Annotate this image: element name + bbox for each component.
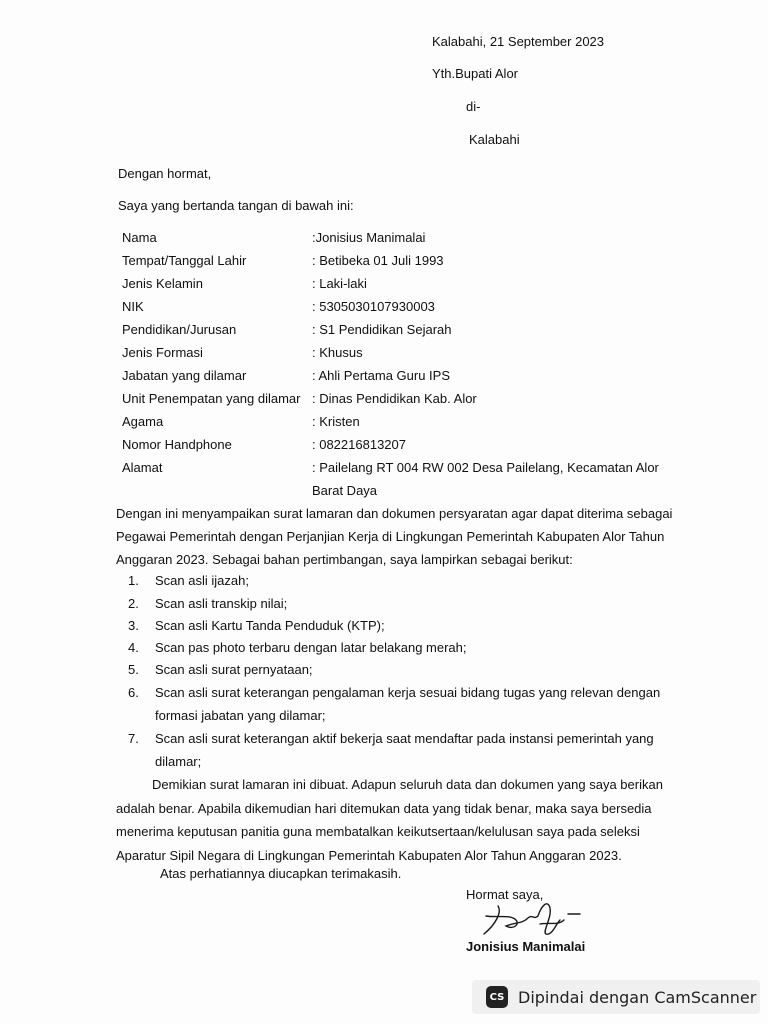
field-label: NIK (122, 299, 144, 314)
field-label: Jenis Kelamin (122, 276, 203, 291)
recipient: Yth.Bupati Alor (432, 66, 518, 81)
paragraph-line: Pegawai Pemerintah dengan Perjanjian Kerja di Lingkungan Pemerintah Kabupaten Alor Tahun (116, 529, 665, 544)
paragraph-line: Anggaran 2023. Sebagai bahan pertimbangan, saya lampirkan sebagai berikut: (116, 552, 573, 567)
field-value: : Kristen (312, 414, 360, 429)
letter-date: Kalabahi, 21 September 2023 (432, 34, 605, 49)
paragraph-line: Dengan ini menyampaikan surat lamaran dan dokumen persyaratan agar dapat diterima sebagai (116, 506, 673, 521)
list-item: Scan asli Kartu Tanda Penduduk (KTP); (155, 618, 385, 633)
camscanner-icon: CS (486, 986, 508, 1008)
recipient-place: Kalabahi (469, 132, 520, 147)
field-label: Nama (122, 230, 157, 245)
field-value: : Khusus (312, 345, 363, 360)
field-label: Unit Penempatan yang dilamar (122, 391, 301, 406)
field-label: Jenis Formasi (122, 345, 203, 360)
signatory-name: Jonisius Manimalai (466, 939, 586, 954)
field-label: Jabatan yang dilamar (122, 368, 247, 383)
paragraph-line: adalah benar. Apabila dikemudian hari ditemukan data yang tidak benar, maka saya bersedia (116, 800, 652, 816)
watermark-text: Dipindai dengan CamScanner (518, 987, 757, 1007)
intro-text: Saya yang bertanda tangan di bawah ini: (118, 198, 354, 213)
signature-salutation: Hormat saya, (466, 887, 544, 902)
field-label: Agama (122, 414, 164, 429)
list-item: Scan asli surat keterangan pengalaman kerja sesuai bidang tugas yang relevan dengan (155, 685, 661, 700)
paragraph-line: Demikian surat lamaran ini dibuat. Adapun seluruh data dan dokumen yang saya berikan (152, 777, 663, 792)
list-item: Scan asli transkip nilai; (155, 596, 288, 611)
list-item-continued: formasi jabatan yang dilamar; (155, 708, 326, 723)
paragraph-line: Aparatur Sipil Negara di Lingkungan Pemerintah Kabupaten Alor Tahun Anggaran 2023. (116, 847, 622, 863)
field-value: : Pailelang RT 004 RW 002 Desa Pailelang, Kecamatan Alor (312, 460, 659, 475)
list-number: 2. (128, 596, 139, 611)
field-label: Alamat (122, 460, 163, 475)
closing-paragraph (116, 773, 674, 867)
field-label: Pendidikan/Jurusan (122, 322, 237, 337)
camscanner-watermark (472, 980, 760, 1014)
field-value: : 082216813207 (312, 437, 406, 452)
field-value: : Dinas Pendidikan Kab. Alor (312, 391, 477, 406)
list-item: Scan asli surat keterangan aktif bekerja saat mendaftar pada instansi pemerintah yang (155, 731, 654, 746)
list-item: Scan asli ijazah; (155, 573, 249, 588)
field-value-continued: Barat Daya (312, 483, 378, 498)
list-number: 7. (128, 731, 139, 746)
paragraph-line: menerima keputusan panitia guna membatalkan keikutsertaan/kelulusan saya pada seleksi (116, 824, 640, 839)
field-value: : Ahli Pertama Guru IPS (312, 368, 451, 383)
list-item: Scan pas photo terbaru dengan latar belakang merah; (155, 640, 467, 655)
field-value: : Laki-laki (312, 276, 367, 291)
field-value: : S1 Pendidikan Sejarah (312, 322, 452, 337)
thanks-text: Atas perhatiannya diucapkan terimakasih. (160, 866, 402, 881)
list-number: 6. (128, 685, 139, 700)
list-number: 5. (128, 662, 139, 677)
field-value: : Betibeka 01 Juli 1993 (312, 253, 444, 268)
body-paragraph (116, 502, 672, 571)
greeting: Dengan hormat, (118, 166, 212, 181)
recipient-di: di- (466, 99, 481, 114)
field-value: :Jonisius Manimalai (312, 230, 426, 245)
list-number: 1. (128, 573, 139, 588)
list-number: 3. (128, 618, 139, 633)
field-label: Tempat/Tanggal Lahir (122, 253, 247, 268)
handwritten-signature (476, 894, 586, 942)
field-label: Nomor Handphone (122, 437, 232, 452)
list-number: 4. (128, 640, 139, 655)
list-item: Scan asli surat pernyataan; (155, 662, 313, 677)
list-item-continued: dilamar; (155, 754, 202, 769)
field-value: : 5305030107930003 (312, 299, 435, 314)
